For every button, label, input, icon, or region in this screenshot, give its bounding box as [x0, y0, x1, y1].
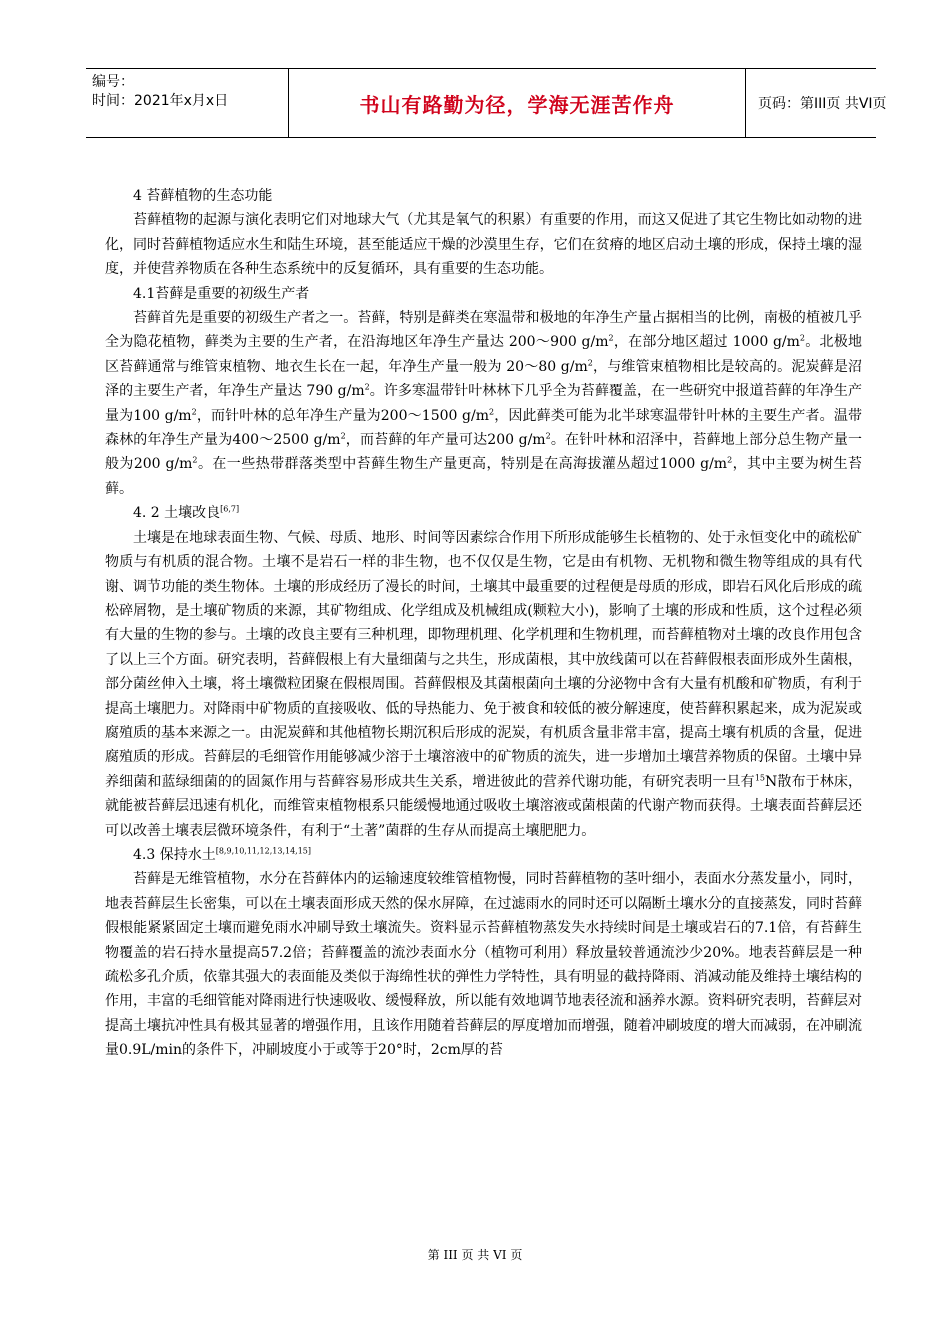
section-4-3-title: 4.3 保持水土[8,9,10,11,12,13,14,15]	[133, 846, 312, 863]
section-4-2-title: 4. 2 土壤改良[6,7]	[133, 504, 240, 522]
section-4-title: 4 苔藓植物的生态功能	[133, 188, 273, 204]
document-number: 编号：	[92, 74, 134, 90]
header-meta	[86, 69, 288, 137]
document-body	[105, 184, 862, 1063]
section-4-2-paragraph: 土壤是在地球表面生物、气候、母质、地形、时间等因素综合作用下所形成能够生长植物的、处于永恒变化中的疏松矿物质与有机质的混合物。土壤不是岩石一样的非生物，也不仅仅是生物，它是由有机物、无机物和微生物等组成的具有代谢、调节功能的类生物体。土壤的形成经历了漫长的时间，土壤其中最重要的过程便是母质的形成，即岩石风化后形成的疏松碎屑物，是土壤矿物质的来源，其矿物组成、化学组成及机械组成(颗粒大小)，影响了土壤的形成和性质，这个过程必须有大量的生物的参与。土壤的改良主要有三种机理，即物理机理、化学机理和生物机理，而苔藓植物对土壤的改良作用包含了以上三个方面。研究表明，苔藓假根上有大量细菌与之共生，形成菌根，其中放线菌可以在苔藓假根表面形成外生菌根，部分菌丝伸入土壤，将土壤微粒团聚在假根周围。苔藓假根及其菌根菌向土壤的分泌物中含有大量有机酸和矿物质，有利于提高土壤肥力。对降雨中矿物质的直接吸收、低的导热能力、免于被食和较低的被分解速度，使苔藓积累起来，成为泥炭或腐殖质的基本来源之一。由泥炭藓和其他植物长期沉积后形成的泥炭，有机质含量非常丰富，提高土壤有机质的含量，促进腐殖质的形成。苔藓层的毛细管作用能够减少溶于土壤溶液中的矿物质的流失，进一步增加土壤营养物质的保留。土壤中异养细菌和蓝绿细菌的的固氮作用与苔藓容易形成共生关系，增进彼此的营养代谢功能，有研究表明一旦有$^{15}$N散布于林床，就能被苔藓层迅速有机化，而维管束植物根系只能缓慢地通过吸收土壤溶液或菌根菌的代谢产物而获得。土壤表面苔藓层还可以改善土壤表层微环境条件，有利于“土著”菌群的生存从而提高土壤肥肥力。	[105, 529, 863, 839]
section-4-3-paragraph: 苔藓是无维管植物，水分在苔藓体内的运输速度较维管植物慢，同时苔藓植物的茎叶细小，表面水分蒸发量小，同时，地表苔藓层生长密集，可以在土壤表面形成天然的保水屏障，在过滤雨水的同时还可以隔断土壤水分的直接蒸发，同时苔藓假根能紧紧固定土壤而避免雨水冲刷导致土壤流失。资料显示苔藓植物蒸发失水持续时间是土壤或岩石的7.1倍，有苔藓生物覆盖的岩石持水量提高57.2倍；苔藓覆盖的流沙表面水分（植物可利用）释放量较普通流沙少20%。地表苔藓层是一种疏松多孔介质，依靠其强大的表面能及类似于海绵性状的弹性力学特性，具有明显的截持降雨、消减动能及维持土壤结构的作用，丰富的毛细管能对降雨进行快速吸收、缓慢释放，所以能有效地调节地表径流和涵养水源。资料研究表明，苔藓层对提高土壤抗冲性具有极其显著的增强作用，且该作用随着苔藓层的厚度增加而增强，随着冲刷坡度的增大而减弱，在冲刷流量0.9L/min的条件下，冲刷坡度小于或等于20°时，2cm厚的苔	[105, 871, 862, 1059]
section-4-1-title: 4.1苔藓是重要的初级生产者	[133, 285, 310, 302]
citation: [6,7]	[220, 504, 240, 514]
section-4-1-paragraph: 苔藓首先是重要的初级生产者之一。苔藓，特别是藓类在寒温带和极地的年净生产量占据相当的比例，南极的植被几乎全为隐花植物，藓类为主要的生产者，在沿海地区年净生产量达 200～900 $g/m^2$，在部分地区超过 1000 $g/m^2$。北极地区苔藓通常与维管束植物、地衣生长在一起，年净生产量一般为 20～80 $g/m^2$，与维管束植物相比是较高的。泥炭藓是沼泽的主要生产者，年净生产量达 790 $g/m^2$。许多寒温带针叶林林下几乎全为苔藓覆盖，在一些研究中报道苔藓的年净生产量为100 $g/m^2$，而针叶林的总年净生产量为200～1500 $g/m^2$，因此藓类可能为北半球寒温带针叶林的主要生产者。温带森林的年净生产量为400～2500 $g/m^2$，而苔藓的年产量可达200 $g/m^2$。在针叶林和沼泽中，苔藓地上部分总生物产量一般为200 $g/m^2$。在一些热带群落类型中苔藓生物生产量更高，特别是在高海拔灌丛超过1000 $g/m^2$，其中主要为树生苔藓。	[105, 310, 863, 497]
header-page-number: 页码：第III页 共VI页	[758, 96, 887, 112]
section-4-paragraph: 苔藓植物的起源与演化表明它们对地球大气（尤其是氧气的积累）有重要的作用，而这又促进了其它生物比如动物的进化，同时苔藓植物适应水生和陆生环境，甚至能适应干燥的沙漠里生存，它们在贫瘠的地区启动土壤的形成，保持土壤的湿度，并使营养物质在各种生态系统中的反复循环，具有重要的生态功能。	[105, 212, 862, 278]
header-motto: 书山有路勤为径，学海无涯苦作舟	[359, 92, 675, 117]
page-footer: 第 III 页 共 VI 页	[427, 1248, 523, 1262]
page-header	[86, 68, 887, 138]
citation: [8,9,10,11,12,13,14,15]	[215, 846, 312, 856]
document-time: 时间：2021年x月x日	[92, 93, 229, 109]
header-motto-cell	[288, 69, 746, 137]
